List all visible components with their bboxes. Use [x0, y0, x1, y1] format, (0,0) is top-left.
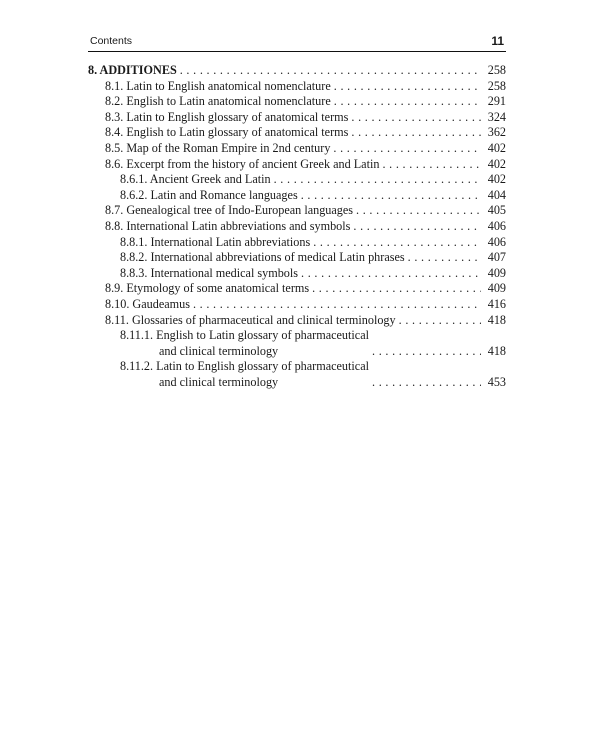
toc-entry: [88, 79, 506, 95]
toc-entry-text: International abbreviations of medical Latin phrases: [150, 250, 405, 265]
toc-entry: [88, 125, 506, 141]
toc-entry: [88, 63, 506, 79]
toc-entry-text: International Latin abbreviations: [150, 234, 311, 249]
dot-leader: [180, 63, 481, 79]
dot-leader: [351, 125, 481, 141]
toc-entry-text: Ancient Greek and Latin: [149, 172, 271, 187]
toc-entry: [88, 328, 506, 359]
dot-leader: [274, 172, 481, 188]
toc-entry-text: Map of the Roman Empire in 2nd century: [126, 140, 331, 155]
toc-entry: [88, 203, 506, 219]
dot-leader: [351, 110, 481, 126]
toc-entry-title: [105, 313, 396, 329]
toc-entry-page: 416: [487, 296, 506, 311]
toc-entry-text: English to Latin glossary of pharmaceutical: [156, 328, 370, 343]
toc-entry-number: 8.11.2.: [120, 359, 154, 374]
toc-entry-page: 409: [487, 281, 506, 296]
toc-entry-title: [105, 203, 353, 219]
toc-entry-number: 8.2.: [105, 94, 124, 109]
toc-entry-page: 407: [487, 250, 506, 265]
toc-entry: [88, 157, 506, 173]
toc-entry-page: 362: [487, 125, 506, 140]
toc-entry-page: 453: [487, 374, 506, 389]
toc-entry-page: 404: [487, 187, 506, 202]
toc-entry-number: 8.5.: [105, 140, 124, 155]
toc-entry-title: [105, 157, 379, 173]
running-header: [88, 35, 506, 52]
toc-entry-title: [120, 328, 369, 359]
toc-entry-text: International medical symbols: [150, 265, 299, 280]
toc-entry-number: 8.9.: [105, 281, 124, 296]
toc-entry-number: 8.10.: [105, 296, 130, 311]
toc-entry-title: [105, 141, 330, 157]
toc-entry-number: 8.: [88, 63, 98, 77]
dot-leader: [353, 219, 481, 235]
toc-entry-page: 258: [487, 63, 506, 77]
toc-entry-text-continued: and clinical terminology: [159, 374, 279, 389]
toc-entry-title: [105, 94, 331, 110]
toc-entry-number: 8.11.: [105, 312, 129, 327]
toc-entry-title: [105, 297, 190, 313]
toc-entry-number: 8.6.1.: [120, 172, 148, 187]
dot-leader: [312, 281, 481, 297]
toc-entry-text: Latin to English glossary of pharmaceutical: [156, 359, 370, 374]
toc-entry-text: Glossaries of pharmaceutical and clinical terminology: [131, 312, 396, 327]
toc-entry-text: International Latin abbreviations and symbols: [126, 218, 351, 233]
toc-entry-text: Gaudeamus: [132, 296, 190, 311]
toc-entry: [88, 297, 506, 313]
toc-entry: [88, 219, 506, 235]
toc-entry-title: [105, 281, 309, 297]
dot-leader: [333, 141, 481, 157]
toc-entry-text: Latin to English anatomical nomenclature: [126, 78, 331, 93]
toc-entry-number: 8.6.2.: [120, 187, 148, 202]
toc-entry-text: Excerpt from the history of ancient Greek and Latin: [126, 156, 380, 171]
toc-entry-text: Genealogical tree of Indo-European languages: [126, 203, 354, 218]
toc-entry-title: [105, 219, 350, 235]
toc-entry-title: [120, 188, 298, 204]
dot-leader: [301, 188, 481, 204]
toc-entry-text: Latin and Romance languages: [150, 187, 298, 202]
dot-leader: [334, 94, 481, 110]
toc-entry-page: 324: [487, 109, 506, 124]
toc-entry-number: 8.11.1.: [120, 328, 154, 343]
dot-leader: [408, 250, 481, 266]
toc-entry-page: 405: [487, 203, 506, 218]
toc-entry: [88, 141, 506, 157]
toc-entry-text: Latin to English glossary of anatomical terms: [126, 109, 349, 124]
toc-entry-title: [120, 266, 298, 282]
toc-entry: [88, 110, 506, 126]
toc-entry: [88, 250, 506, 266]
toc-entry-page: 402: [487, 172, 506, 187]
toc-entry-page: 406: [487, 218, 506, 233]
dot-leader: [372, 344, 481, 360]
dot-leader: [399, 313, 481, 329]
dot-leader: [382, 157, 481, 173]
table-of-contents: [88, 63, 506, 390]
toc-entry-title: [105, 79, 331, 95]
dot-leader: [356, 203, 481, 219]
toc-entry-text: Etymology of some anatomical terms: [126, 281, 310, 296]
toc-entry: [88, 188, 506, 204]
toc-entry-page: 418: [487, 343, 506, 358]
toc-entry: [88, 313, 506, 329]
toc-entry-title: [105, 125, 348, 141]
page-number: 11: [491, 34, 504, 48]
toc-entry-text: ADDITIONES: [99, 63, 177, 77]
toc-entry-number: 8.7.: [105, 203, 124, 218]
dot-leader: [301, 266, 481, 282]
dot-leader: [334, 79, 481, 95]
toc-entry-text: English to Latin anatomical nomenclature: [126, 94, 331, 109]
toc-entry-number: 8.4.: [105, 125, 124, 140]
dot-leader: [313, 235, 481, 251]
toc-entry-title: [120, 250, 405, 266]
toc-entry-text: English to Latin glossary of anatomical terms: [126, 125, 349, 140]
toc-entry: [88, 266, 506, 282]
toc-entry-text-continued: and clinical terminology: [159, 343, 279, 358]
toc-entry-page: 402: [487, 156, 506, 171]
toc-entry: [88, 281, 506, 297]
toc-entry-page: 402: [487, 140, 506, 155]
toc-entry-number: 8.8.1.: [120, 234, 148, 249]
toc-entry-number: 8.8.2.: [120, 250, 148, 265]
toc-entry-number: 8.1.: [105, 78, 124, 93]
toc-entry-page: 406: [487, 234, 506, 249]
toc-entry: [88, 235, 506, 251]
toc-entry-title: [88, 63, 177, 79]
toc-entry-page: 418: [487, 312, 506, 327]
toc-entry-number: 8.3.: [105, 109, 124, 124]
toc-entry-number: 8.8.: [105, 218, 124, 233]
toc-entry: [88, 94, 506, 110]
toc-entry-number: 8.6.: [105, 156, 124, 171]
toc-entry-page: 291: [487, 94, 506, 109]
toc-entry: [88, 172, 506, 188]
toc-entry-number: 8.8.3.: [120, 265, 148, 280]
dot-leader: [193, 297, 481, 313]
section-title: Contents: [90, 35, 133, 47]
dot-leader: [372, 375, 481, 391]
toc-entry-page: 258: [487, 78, 506, 93]
toc-entry: [88, 359, 506, 390]
toc-entry-title: [120, 235, 310, 251]
toc-entry-title: [120, 359, 369, 390]
toc-entry-title: [120, 172, 271, 188]
toc-entry-title: [105, 110, 348, 126]
toc-entry-page: 409: [487, 265, 506, 280]
